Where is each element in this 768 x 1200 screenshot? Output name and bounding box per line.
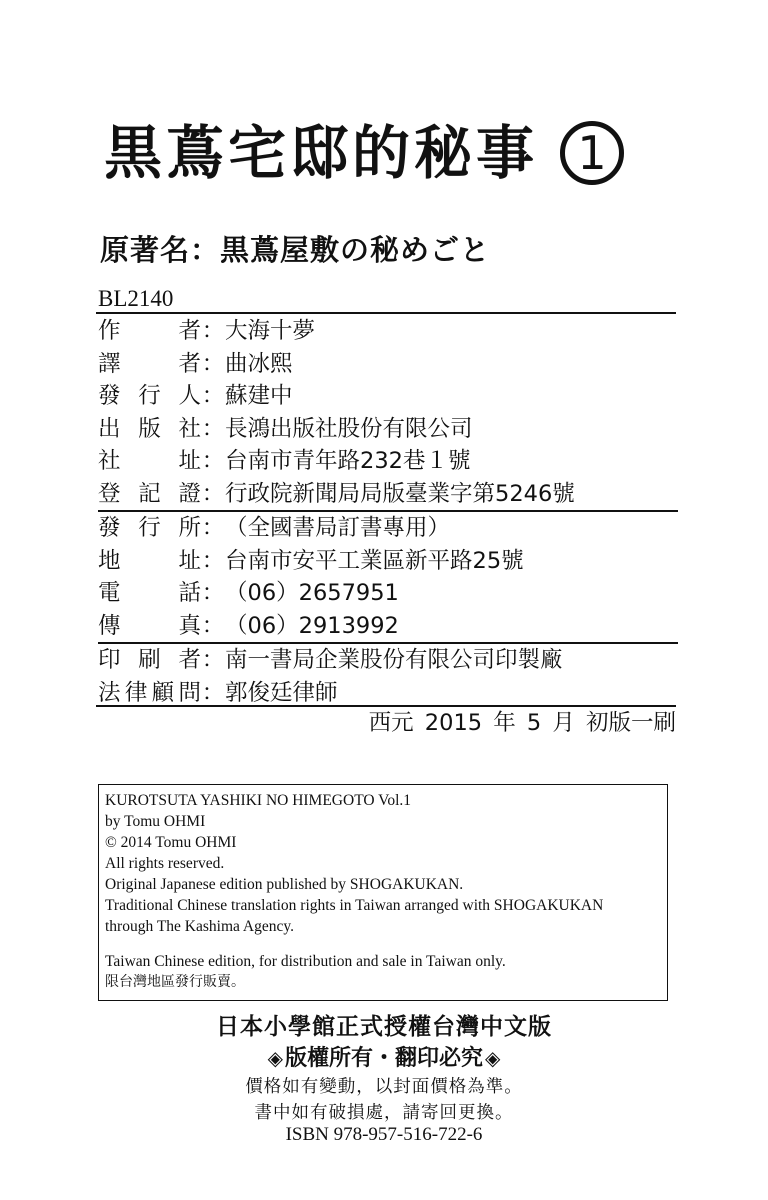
credit-value: （06）2657951 bbox=[225, 580, 399, 606]
credit-label: 譯 者 bbox=[98, 350, 201, 377]
credit-row: 譯 者 ： 曲冰熙 bbox=[98, 348, 678, 381]
credit-row: 傳 真 ： （06）2913992 bbox=[98, 610, 678, 643]
title-row bbox=[104, 118, 624, 188]
credit-label: 地 址 bbox=[98, 547, 201, 574]
credit-label: 印 刷 者 bbox=[98, 647, 201, 673]
credit-label: 社 址 bbox=[98, 448, 201, 474]
damage-note: 書中如有破損處，請寄回更換。 bbox=[254, 1103, 514, 1123]
region-restriction: 限台灣地區發行販賣。 bbox=[105, 974, 245, 990]
credit-value: 長鴻出版社股份有限公司 bbox=[225, 415, 473, 442]
credit-value: 行政院新聞局局版臺業字第5246號 bbox=[225, 480, 575, 507]
copyright-line: KUROTSUTA YASHIKI NO HIMEGOTO Vol.1 bbox=[105, 792, 412, 809]
price-note: 價格如有變動，以封面價格為準。 bbox=[245, 1077, 523, 1097]
credit-value: （全國書局訂書專用） bbox=[225, 515, 451, 541]
original-title: 原著名：黒蔦屋敷の秘めごと bbox=[100, 233, 491, 267]
credit-value: 曲冰熙 bbox=[225, 350, 293, 377]
license-statement: 日本小學館正式授權台灣中文版 bbox=[216, 1014, 552, 1040]
credit-row: 作 者 ： 大海十夢 bbox=[98, 315, 678, 348]
credit-label: 出 版 社 bbox=[98, 415, 201, 442]
credit-label: 作 者 bbox=[98, 318, 201, 344]
credit-value: 台南市安平工業區新平路25號 bbox=[225, 547, 524, 574]
credit-row: 出 版 社 ： 長鴻出版社股份有限公司 bbox=[98, 413, 678, 446]
credit-label: 發 行 所 bbox=[98, 515, 201, 541]
diamond-left-icon: ◈ bbox=[267, 1046, 283, 1070]
distribution-note: Taiwan Chinese edition, for distribution and sale in Taiwan only. bbox=[105, 953, 506, 970]
isbn: ISBN 978-957-516-722-6 bbox=[285, 1124, 483, 1145]
credit-value: 大海十夢 bbox=[225, 318, 316, 344]
credit-value: 郭俊廷律師 bbox=[225, 679, 338, 706]
publication-date: 西元 2015 年 5 月 初版一刷 bbox=[368, 710, 676, 736]
rights-statement bbox=[0, 1041, 768, 1072]
book-code: BL2140 bbox=[98, 286, 174, 311]
copyright-box bbox=[98, 784, 668, 1001]
credit-row: 社 址 ： 台南市青年路232巷１號 bbox=[98, 445, 678, 478]
credit-value: （06）2913992 bbox=[225, 612, 399, 639]
credits-table bbox=[98, 315, 678, 709]
copyright-line: Original Japanese edition published by SHOGAKUKAN. bbox=[105, 876, 464, 893]
credit-value: 蘇建中 bbox=[225, 383, 293, 409]
diamond-right-icon: ◈ bbox=[485, 1046, 501, 1070]
credit-row: 電 話 ： （06）2657951 bbox=[98, 577, 678, 610]
credit-row: 法 律 顧 問 ： 郭俊廷律師 bbox=[98, 677, 678, 710]
copyright-line: All rights reserved. bbox=[105, 855, 225, 872]
copyright-line: Traditional Chinese translation rights in Taiwan arranged with SHOGAKUKAN bbox=[105, 897, 604, 914]
rights-text: 版權所有・翻印必究 bbox=[284, 1046, 483, 1071]
book-title: 黒蔦宅邸的秘事 bbox=[104, 119, 539, 187]
copyright-line: by Tomu OHMI bbox=[105, 813, 206, 830]
credit-label: 發 行 人 bbox=[98, 383, 201, 409]
credit-row: 印 刷 者 ： 南一書局企業股份有限公司印製廠 bbox=[98, 642, 678, 677]
copyright-line: through The Kashima Agency. bbox=[105, 918, 294, 935]
credit-label: 登 記 證 bbox=[98, 480, 201, 507]
credit-row: 發 行 人 ： 蘇建中 bbox=[98, 380, 678, 413]
volume-number-badge: 1 bbox=[560, 121, 624, 185]
credit-row: 地 址 ： 台南市安平工業區新平路25號 bbox=[98, 545, 678, 578]
credit-row: 登 記 證 ： 行政院新聞局局版臺業字第5246號 bbox=[98, 478, 678, 511]
credit-label: 電 話 bbox=[98, 580, 201, 606]
credit-value: 台南市青年路232巷１號 bbox=[225, 448, 471, 474]
credit-label: 傳 真 bbox=[98, 612, 201, 639]
credit-row: 發 行 所 ： （全國書局訂書專用） bbox=[98, 510, 678, 545]
divider-top bbox=[96, 312, 676, 314]
copyright-line: © 2014 Tomu OHMI bbox=[105, 834, 237, 851]
credit-label: 法 律 顧 問 bbox=[98, 679, 201, 706]
credit-value: 南一書局企業股份有限公司印製廠 bbox=[225, 647, 563, 673]
